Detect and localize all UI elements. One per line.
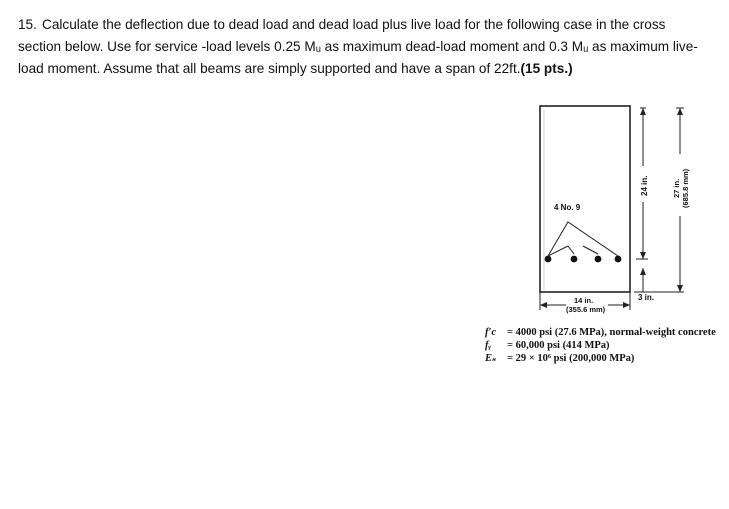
height-label-mm: (685.8 mm) [681, 168, 690, 208]
leader-line-middle [568, 246, 574, 254]
rebar-3 [595, 256, 602, 263]
cover-label: 3 in. [638, 293, 655, 302]
width-arrow-left [540, 302, 547, 308]
question-points: (15 pts.) [520, 61, 573, 76]
rebar-4 [615, 256, 622, 263]
width-label-in: 14 in. [574, 296, 594, 305]
property-value: = 29 × 10⁶ psi (200,000 MPa) [507, 353, 635, 364]
property-value: = 4000 psi (27.6 MPa), normal-weight concrete [507, 327, 716, 338]
property-symbol: Eₛ [485, 353, 497, 364]
leader-line-right [583, 246, 598, 254]
bars-label: 4 No. 9 [554, 203, 581, 212]
depth-arrow-bottom [640, 252, 646, 259]
property-value: = 60,000 psi (414 MPa) [507, 340, 610, 351]
height-arrow-top [677, 108, 683, 115]
rebar-1 [545, 256, 552, 263]
height-label-in: 27 in. [672, 178, 681, 198]
property-row-fc [485, 326, 725, 339]
question-body: Calculate the deflection due to dead load and dead load plus live load for the following case in the cross section below. Use for service -load levels 0.25 Mᵤ as maximum dead-load moment and 0.3 Mᵤ as maximum live-load moment. Assume that all beams are simply supported and have a span of 22ft. [18, 17, 698, 76]
question-text [18, 14, 708, 80]
height-arrow-bottom [677, 285, 683, 292]
property-row-fy [485, 339, 725, 352]
material-properties [485, 326, 725, 365]
beam-outline [540, 106, 630, 292]
property-symbol: f′c [485, 327, 497, 338]
rebar-2 [571, 256, 578, 263]
property-row-es [485, 352, 725, 365]
depth-arrow-top [640, 108, 646, 115]
property-symbol: fᵧ [485, 340, 492, 351]
width-label-mm: (355.6 mm) [566, 305, 606, 314]
width-arrow-right [623, 302, 630, 308]
cover-arrow [640, 268, 646, 275]
question-number: 15. [18, 17, 37, 32]
depth-label: 24 in. [640, 175, 649, 196]
